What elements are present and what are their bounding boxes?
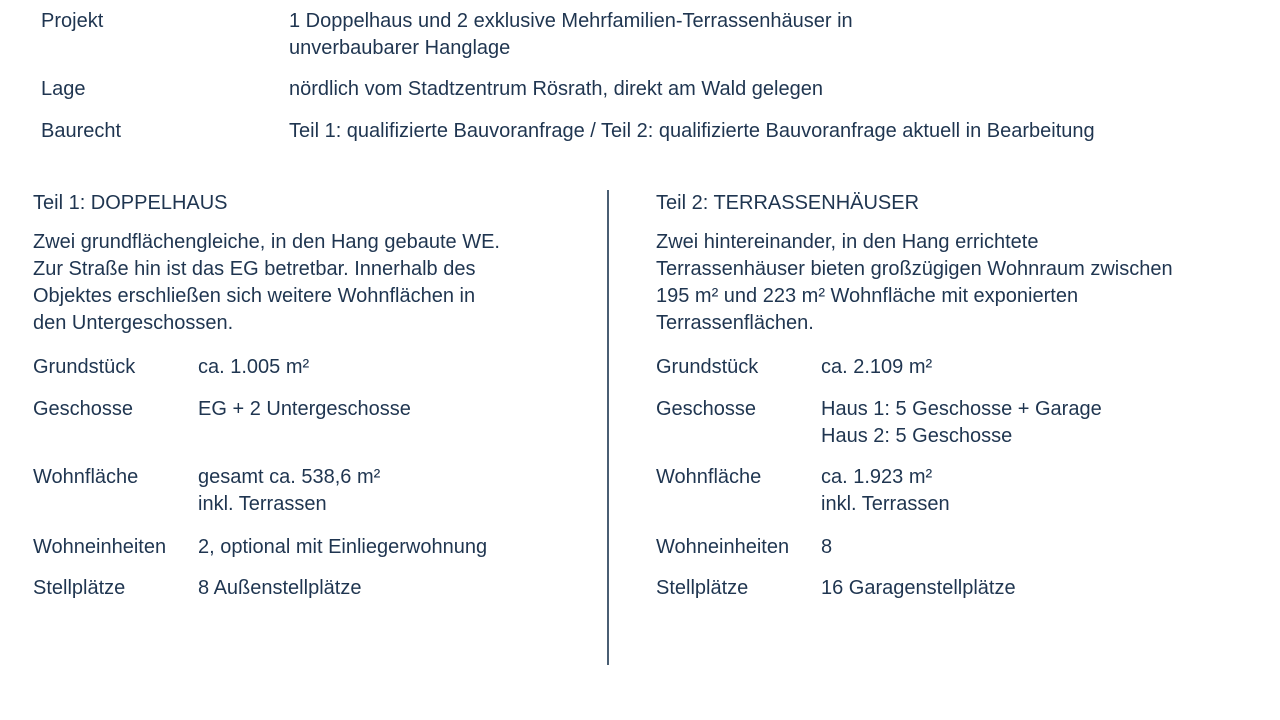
spec-label: Grundstück xyxy=(656,356,759,378)
description-line: den Untergeschossen. xyxy=(33,312,234,334)
spec-row-grundstueck xyxy=(33,354,309,381)
spec-label: Geschosse xyxy=(656,398,757,420)
overview-value xyxy=(289,76,1261,103)
spec-label: Wohneinheiten xyxy=(33,536,167,558)
spec-label: Geschosse xyxy=(33,398,134,420)
description-line: Zur Straße hin ist das EG betretbar. Innerhalb des xyxy=(33,258,476,280)
spec-value-line: inkl. Terrassen xyxy=(821,493,950,515)
part1-section xyxy=(33,190,633,599)
column-divider xyxy=(607,190,609,665)
overview-value-line: Teil 1: qualifizierte Bauvoranfrage / Teil 2: qualifizierte Bauvoranfrage aktuell in Bearbeitung xyxy=(289,120,1095,142)
spec-value-line: 8 xyxy=(821,536,833,558)
spec-label: Grundstück xyxy=(33,356,136,378)
spec-value-line: 16 Garagenstellplätze xyxy=(821,577,1016,599)
spec-row-wohnflaeche xyxy=(656,464,950,518)
spec-value-line: Haus 1: 5 Geschosse + Garage xyxy=(821,398,1102,420)
spec-value xyxy=(198,464,380,518)
description-line: Terrassenhäuser bieten großzügigen Wohnraum zwischen xyxy=(656,258,1173,280)
spec-value-line: gesamt ca. 538,6 m² xyxy=(198,466,381,488)
description-line: Objektes erschließen sich weitere Wohnflächen in xyxy=(33,285,476,307)
part2-heading: Teil 2: TERRASSENHÄUSER xyxy=(656,192,920,214)
overview-value xyxy=(289,118,1261,145)
spec-row-geschosse xyxy=(656,396,1102,450)
spec-label: Wohnfläche xyxy=(656,466,762,488)
spec-value xyxy=(821,396,1102,450)
overview-row-baurecht xyxy=(41,118,1261,145)
spec-value-line: 8 Außenstellplätze xyxy=(198,577,362,599)
overview-label: Projekt xyxy=(41,10,104,32)
spec-label: Wohneinheiten xyxy=(656,536,790,558)
part1-heading: Teil 1: DOPPELHAUS xyxy=(33,192,228,214)
spec-value-line: ca. 1.005 m² xyxy=(198,356,310,378)
spec-row-wohneinheiten xyxy=(33,534,487,561)
part1-description xyxy=(33,229,633,337)
part2-description xyxy=(656,229,1256,337)
description-line: 195 m² und 223 m² Wohnfläche mit exponierten xyxy=(656,285,1079,307)
spec-value xyxy=(198,354,309,381)
overview-value xyxy=(289,8,1261,62)
spec-row-grundstueck xyxy=(656,354,932,381)
spec-value-line: ca. 1.923 m² xyxy=(821,466,933,488)
spec-value xyxy=(821,354,932,381)
spec-row-wohnflaeche xyxy=(33,464,380,518)
spec-value xyxy=(198,534,487,561)
spec-value-line: ca. 2.109 m² xyxy=(821,356,933,378)
spec-value xyxy=(821,575,1016,602)
spec-value xyxy=(198,396,411,423)
description-line: Terrassenflächen. xyxy=(656,312,814,334)
description-line: Zwei grundflächengleiche, in den Hang gebaute WE. xyxy=(33,231,500,253)
spec-value xyxy=(821,534,832,561)
spec-row-geschosse xyxy=(33,396,411,423)
overview-value-line: nördlich vom Stadtzentrum Rösrath, direkt am Wald gelegen xyxy=(289,78,823,100)
spec-value xyxy=(198,575,361,602)
spec-value-line: inkl. Terrassen xyxy=(198,493,327,515)
spec-value-line: Haus 2: 5 Geschosse xyxy=(821,425,1013,447)
spec-label: Wohnfläche xyxy=(33,466,139,488)
spec-row-stellplaetze xyxy=(656,575,1016,602)
spec-row-wohneinheiten xyxy=(656,534,832,561)
spec-row-stellplaetze xyxy=(33,575,361,602)
overview-row-lage xyxy=(41,76,1261,103)
spec-label: Stellplätze xyxy=(33,577,126,599)
spec-label: Stellplätze xyxy=(656,577,749,599)
overview-label: Lage xyxy=(41,78,86,100)
spec-value xyxy=(821,464,950,518)
part2-section xyxy=(656,190,1256,599)
overview-value-line: 1 Doppelhaus und 2 exklusive Mehrfamilien-Terrassenhäuser in xyxy=(289,10,853,32)
spec-value-line: 2, optional mit Einliegerwohnung xyxy=(198,536,488,558)
overview-label: Baurecht xyxy=(41,120,122,142)
spec-value-line: EG + 2 Untergeschosse xyxy=(198,398,411,420)
description-line: Zwei hintereinander, in den Hang errichtete xyxy=(656,231,1039,253)
overview-row-projekt xyxy=(41,8,1261,62)
overview-value-line: unverbaubarer Hanglage xyxy=(289,37,511,59)
